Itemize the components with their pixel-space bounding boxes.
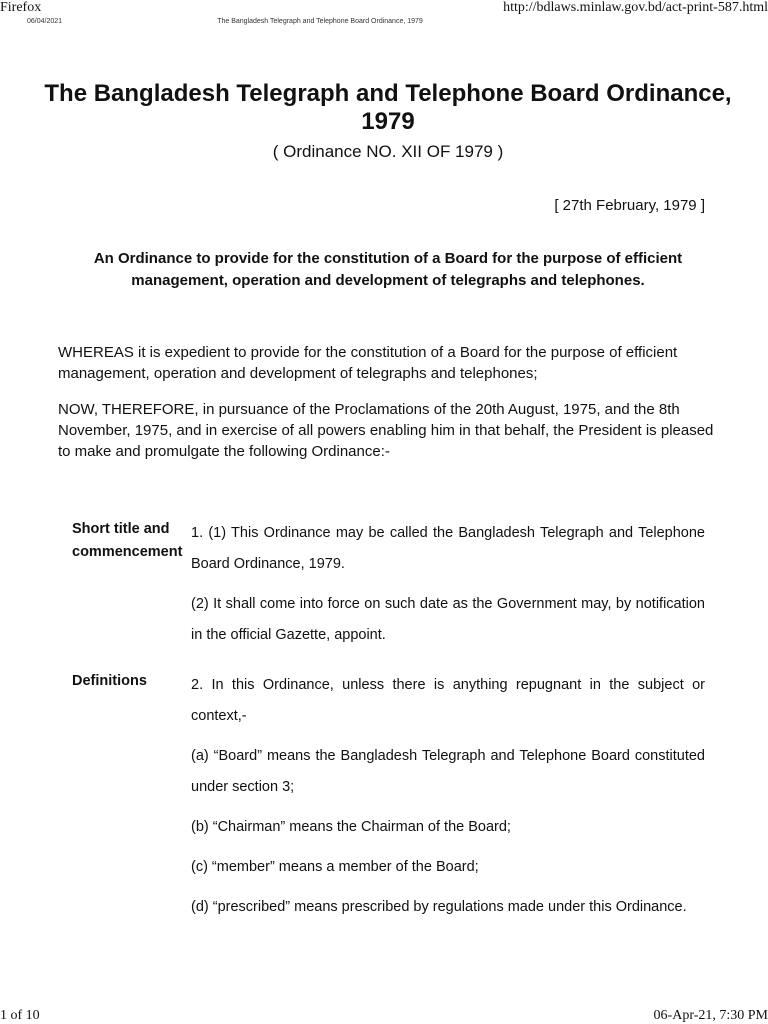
page-counter: 1 of 10 — [0, 1008, 40, 1023]
section-paragraph: 1. (1) This Ordinance may be called the Bangladesh Telegraph and Telephone Board Ordinance, 1979. — [191, 525, 705, 572]
print-timestamp: 06-Apr-21, 7:30 PM — [653, 1008, 768, 1023]
ordinance-date: [ 27th February, 1979 ] — [554, 197, 705, 214]
document-title: The Bangladesh Telegraph and Telephone Board Ordinance, 1979 — [44, 80, 732, 135]
section-paragraph: (c) “member” means a member of the Board; — [191, 859, 479, 875]
preamble-now-therefore: NOW, THEREFORE, in pursuance of the Proclamations of the 20th August, 1975, and the 8th November, 1975, and in exercise of all powers enabling him in that behalf, the President is pleased to make and promulgate the following Ordinance:- — [58, 401, 714, 460]
section-paragraph: (b) “Chairman” means the Chairman of the Board; — [191, 819, 511, 835]
browser-name: Firefox — [0, 0, 42, 15]
preamble-whereas: WHEREAS it is expedient to provide for the constitution of a Board for the purpose of efficient management, operation and development of telegraphs and telephones; — [58, 344, 678, 382]
print-header-title: The Bangladesh Telegraph and Telephone Board Ordinance, 1979 — [217, 18, 423, 25]
section-paragraph: (2) It shall come into force on such date as the Government may, by notification in the official Gazette, appoint. — [191, 596, 705, 643]
section-heading: Definitions — [72, 673, 147, 689]
section-paragraph: (d) “prescribed” means prescribed by regulations made under this Ordinance. — [191, 899, 687, 915]
section-body — [191, 670, 705, 932]
section-body — [191, 518, 705, 660]
section-paragraph: (a) “Board” means the Bangladesh Telegraph and Telephone Board constituted under section 3; — [191, 748, 705, 795]
page-url: http://bdlaws.minlaw.gov.bd/act-print-587.html — [503, 0, 768, 15]
preamble — [58, 342, 723, 477]
ordinance-number: ( Ordinance NO. XII OF 1979 ) — [272, 142, 504, 161]
long-title: An Ordinance to provide for the constitution of a Board for the purpose of efficient management, operation and development of telegraphs and telephones. — [93, 250, 683, 289]
print-date: 06/04/2021 — [27, 18, 63, 25]
section-paragraph: 2. In this Ordinance, unless there is anything repugnant in the subject or context,- — [191, 677, 705, 724]
section-heading: Short title and commencement — [72, 521, 183, 560]
